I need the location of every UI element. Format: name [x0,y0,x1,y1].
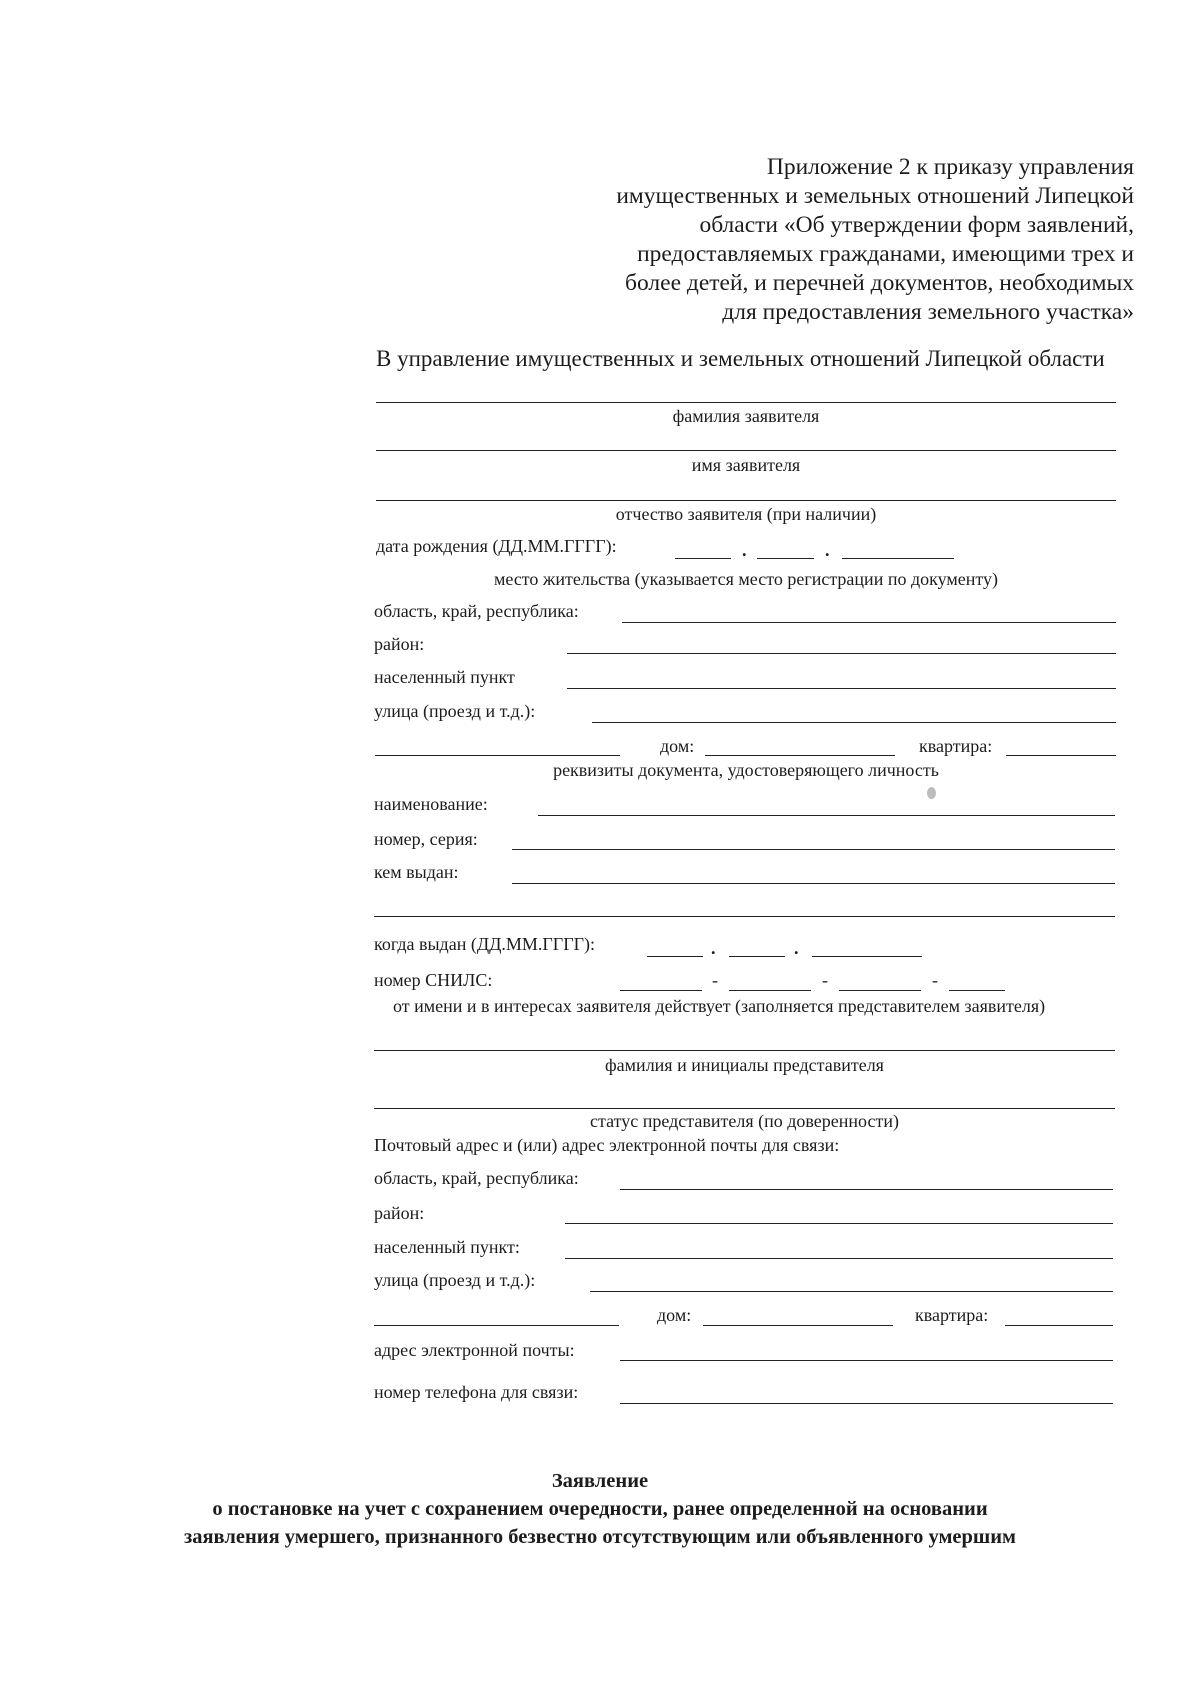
postal-district-field[interactable] [565,1223,1113,1224]
representative-status-field[interactable] [374,1108,1115,1109]
snils-dash: - [822,970,828,990]
issue-year-field[interactable] [812,956,922,957]
date-separator: . [711,938,716,958]
identity-doc-number-label: номер, серия: [374,829,478,849]
identity-doc-issue-date-label: когда выдан (ДД.ММ.ГГГГ): [374,934,596,954]
appendix-line: Приложение 2 к приказу управления [766,154,1134,180]
postal-apartment-label: квартира: [915,1305,989,1325]
postal-heading: Почтовый адрес и (или) адрес электронной почты для связи: [374,1135,840,1155]
residence-caption: место жительства (указывается место регистрации по документу) [493,569,999,589]
residence-street-field[interactable] [592,722,1116,723]
appendix-line: предоставляемых гражданами, имеющими трех и [637,241,1134,267]
identity-doc-name-field[interactable] [538,815,1115,816]
appendix-line: имущественных и земельных отношений Липецкой [616,183,1134,209]
postal-house-label: дом: [657,1305,692,1325]
identity-doc-issued-by-field[interactable] [512,883,1115,884]
residence-street-continuation-field[interactable] [375,755,620,756]
snils-part-2-field[interactable] [729,990,811,991]
snils-dash: - [932,970,938,990]
identity-doc-name-label: наименование: [374,794,488,814]
snils-dash: - [712,970,718,990]
identity-doc-issued-by-continuation-field[interactable] [374,916,1115,917]
residence-house-label: дом: [660,736,695,756]
date-separator: . [794,938,799,958]
date-separator: . [742,540,747,560]
appendix-header [616,153,1134,327]
email-label: адрес электронной почты: [374,1340,575,1360]
snils-part-4-field[interactable] [949,990,1005,991]
birth-month-field[interactable] [757,558,814,559]
residence-district-field[interactable] [567,653,1116,654]
residence-apartment-label: квартира: [919,736,993,756]
representative-name-field[interactable] [374,1050,1115,1051]
identity-doc-number-field[interactable] [512,849,1115,850]
postal-district-label: район: [374,1203,425,1223]
residence-region-field[interactable] [622,622,1116,623]
representative-status-caption: статус представителя (по доверенности) [590,1111,899,1131]
postal-street-label: улица (проезд и т.д.): [374,1270,536,1290]
email-field[interactable] [620,1360,1113,1361]
residence-street-label: улица (проезд и т.д.): [374,701,536,721]
statement-subtitle-line-2: заявления умершего, признанного безвестно отсутствующим или объявленного умершим [183,1526,1017,1548]
residence-apartment-field[interactable] [1006,755,1116,756]
postal-house-field[interactable] [703,1325,893,1326]
postal-locality-label: населенный пункт: [374,1237,520,1257]
snils-label: номер СНИЛС: [374,970,493,990]
issue-month-field[interactable] [729,956,785,957]
residence-locality-label: населенный пункт [374,667,515,687]
postal-apartment-field[interactable] [1005,1325,1113,1326]
postal-street-field[interactable] [590,1291,1113,1292]
name-caption: имя заявителя [691,455,801,475]
postal-street-continuation-field[interactable] [374,1325,619,1326]
statement-title: Заявление [551,1470,649,1492]
residence-house-field[interactable] [705,755,895,756]
postal-locality-field[interactable] [565,1258,1113,1259]
issue-day-field[interactable] [647,956,703,957]
snils-part-1-field[interactable] [620,990,702,991]
snils-part-3-field[interactable] [839,990,921,991]
birth-date-label: дата рождения (ДД.ММ.ГГГГ): [376,536,617,556]
appendix-line: более детей, и перечней документов, необходимых [625,270,1134,296]
addressee: В управление имущественных и земельных отношений Липецкой области [376,346,1105,371]
residence-locality-field[interactable] [567,688,1116,689]
surname-caption: фамилия заявителя [672,406,820,426]
phone-field[interactable] [620,1403,1113,1404]
surname-field[interactable] [376,402,1116,403]
scan-smudge [927,787,936,799]
residence-district-label: район: [374,634,425,654]
phone-label: номер телефона для связи: [374,1382,579,1402]
birth-day-field[interactable] [675,558,731,559]
patronymic-field[interactable] [376,500,1116,501]
representative-intro: от имени и в интересах заявителя действует (заполняется представителем заявителя) [393,996,1046,1016]
statement-subtitle-line-1: о постановке на учет с сохранением очередности, ранее определенной на основании [212,1498,988,1520]
name-field[interactable] [376,450,1116,451]
appendix-line: области «Об утверждении форм заявлений, [699,212,1134,238]
identity-doc-caption: реквизиты документа, удостоверяющего личность [553,760,939,780]
postal-region-label: область, край, республика: [374,1168,579,1188]
representative-name-caption: фамилия и инициалы представителя [605,1055,884,1075]
postal-region-field[interactable] [620,1189,1113,1190]
date-separator: . [825,540,830,560]
patronymic-caption: отчество заявителя (при наличии) [615,504,877,524]
birth-year-field[interactable] [842,558,954,559]
identity-doc-issued-by-label: кем выдан: [374,862,459,882]
residence-region-label: область, край, республика: [374,601,579,621]
appendix-line: для предоставления земельного участка» [722,299,1134,325]
